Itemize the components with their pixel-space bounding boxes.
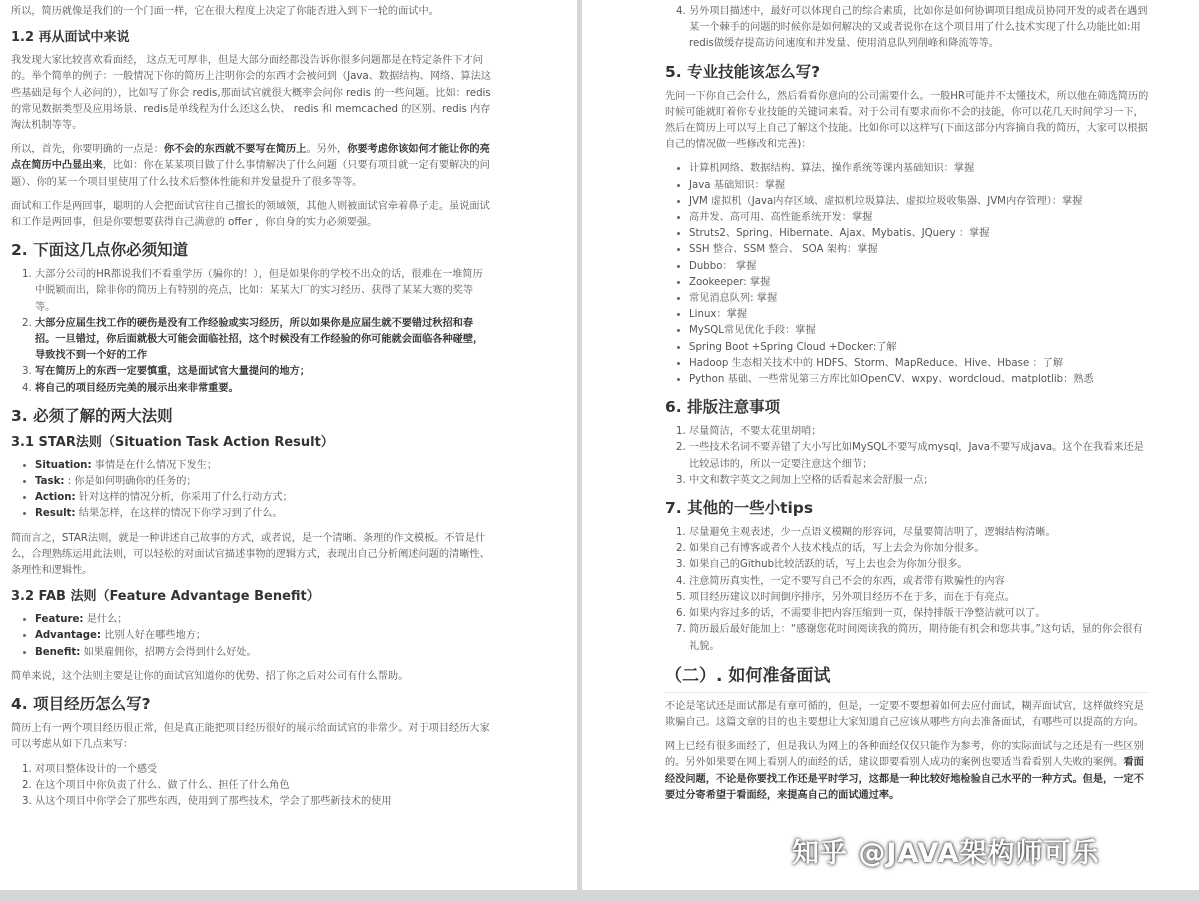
paragraph: 简而言之，STAR法则，就是一种讲述自己故事的方式，或者说，是一个清晰、条理的作文模板。不管是什么，合理熟练运用此法则，可以轻松的对面试官描述事物的逻辑方式，表现出自己分析阐述问题的清晰性、条理性和逻辑性。 [11, 532, 490, 577]
ordered-list [665, 424, 1149, 489]
ordered-list [665, 4, 1149, 53]
section-heading-5: 5. 专业技能该怎么写? [665, 62, 821, 81]
section-heading-3: 3. 必须了解的两大法则 [11, 406, 173, 425]
list-item: 4. 注意简历真实性，一定不要写自己不会的东西，或者带有欺骗性的内容 [689, 574, 1149, 590]
list-item: • Java 基础知识：掌握 [689, 178, 1149, 194]
list-item: 6. 如果内容过多的话，不需要非把内容压缩到一页，保持排版干净整洁就可以了。 [689, 606, 1149, 622]
list-item: • MySQL常见优化手段：掌握 [689, 323, 1149, 339]
list-item: 1. 对项目整体设计的一个感受 [35, 762, 491, 778]
paragraph: 面试和工作是两回事，聪明的人会把面试官往自己擅长的领域领，其他人则被面试官牵着鼻子走。虽说面试和工作是两回事，但是你要想要获得自己满意的 offer ，你自身的实力必须要强。 [11, 200, 490, 229]
section-heading-7: 7. 其他的一些小tips [665, 499, 814, 518]
list-item: 5. 项目经历建议以时间倒序排序，另外项目经历不在于多，而在于有亮点。 [689, 590, 1149, 606]
paragraph: 先问一下你自己会什么，然后看看你意向的公司需要什么。一般HR可能并不太懂技术，所以他在筛选简历的时候可能就盯着你专业技能的关键词来看。对于公司有要求而你不会的技能，你可以花几天时间学习一下，然后在简历上可以写上自己了解这个技能。比如你可以这样写(下面这部分内容摘自我的简历，大家可以根据自己的情况做一些修改和完善)： [665, 90, 1149, 151]
list-item: 2. 一些技术名词不要弄错了大小写比如MySQL不要写成mysql，Java不要写成java。这个在我看来还是比较忌讳的，所以一定要注意这个细节； [689, 440, 1149, 472]
section-heading-3-1: 3.1 STAR法则（Situation Task Action Result） [11, 434, 334, 450]
paragraph: 简单来说，这个法则主要是让你的面试官知道你的优势、招了你之后对公司有什么帮助。 [11, 670, 409, 682]
paragraph: 所以，首先，你要明确的一点是：你不会的东西就不要写在简历上。另外，你要考虑你该如何才能让你的亮点在简历中凸显出来，比如：你在某某项目做了什么事情解决了什么问题（只要有项目就一定有要解决的问题）、你的某一个项目里使用了什么技术后整体性能和并发量提升了很多等等。 [11, 144, 490, 188]
list-item: • Task: : 你是如何明确你的任务的； [35, 474, 491, 490]
list-item: • SSH 整合、SSM 整合、 SOA 架构：掌握 [689, 242, 1149, 258]
skills-list [665, 161, 1149, 388]
list-item: 3. 如果自己的Github比较活跃的话，写上去也会为你加分很多。 [689, 557, 1149, 573]
list-item: 2. 如果自己有博客或者个人技术栈点的话，写上去会为你加分很多。 [689, 541, 1149, 557]
list-item: 4. 另外项目描述中，最好可以体现自己的综合素质，比如你是如何协调项目组成员协同开发的或者在遇到某一个棘手的问题的时候你是如何解决的又或者说你在这个项目用了什么技术实现了什么功能比如:用redis做缓存提高访问速度和并发量、使用消息队列削峰和降流等等。 [689, 4, 1149, 53]
list-item: • 计算机网络、数据结构、算法、操作系统等课内基础知识：掌握 [689, 161, 1149, 177]
ordered-list [665, 525, 1149, 655]
list-item: • Zookeeper: 掌握 [689, 275, 1149, 291]
section-heading-4: 4. 项目经历怎么写? [11, 695, 151, 714]
list-item: • Advantage: 比别人好在哪些地方； [35, 628, 491, 644]
paragraph: 我发现大家比较喜欢看面经， 这点无可厚非，但是大部分面经都没告诉你很多问题都是在特定条件下才问的。举个简单的例子：一般情况下你的简历上注明你会的东西才会被问到（Java、数据结构、网络、算法这些基础是每个人必问的），比如写了你会 redis,那面试官就很大概率会问你 redis 的一些问题。比如：redis的常见数据类型及应用场景、redis是单线程为什么还这么快、 redis 和 memcached 的区别、redis 内存淘汰机制等等。 [11, 55, 491, 132]
list-item: 2. 大部分应届生找工作的硬伤是没有工作经验或实习经历，所以如果你是应届生就不要错过秋招和春招。一旦错过，你后面就极大可能会面临社招，这个时候没有工作经验的你可能就会面临各种碰壁，导致找不到一个好的工作 [35, 316, 491, 365]
list-item: • Benefit: 如果雇佣你，招聘方会得到什么好处。 [35, 645, 491, 661]
list-item: 1. 大部分公司的HR都说我们不看重学历（骗你的！），但是如果你的学校不出众的话，很难在一堆简历中脱颖而出，除非你的简历上有特别的亮点，比如：某某大厂的实习经历、获得了某某大赛的奖等等。 [35, 267, 491, 316]
list-item: 3. 中文和数字英文之间加上空格的话看起来会舒服一点； [689, 473, 1149, 489]
list-item: • Linux：掌握 [689, 307, 1149, 323]
list-item: • Feature: 是什么； [35, 612, 491, 628]
list-item: 1. 尽量简洁，不要太花里胡哨； [689, 424, 1149, 440]
list-item: • Struts2、Spring、Hibernate、Ajax、Mybatis、JQuery ：掌握 [689, 226, 1149, 242]
star-list [11, 458, 491, 523]
list-item: • 高并发、高可用、高性能系统开发：掌握 [689, 210, 1149, 226]
fab-list [11, 612, 491, 661]
paragraph: 网上已经有很多面经了，但是我认为网上的各种面经仅仅只能作为参考，你的实际面试与之还是有一些区别的。另外如果要在网上看别人的面经的话，建议即要看别人成功的案例也要适当看看别人失败的案例。看面经没问题，不论是你要找工作还是平时学习，这都是一种比较好地检验自己水平的一种方式。但是，一定不要过分寄希望于看面经，来提高自己的面试通过率。 [665, 741, 1144, 801]
list-item: • Python 基础、一些常见第三方库比如OpenCV、wxpy、wordcloud、matplotlib：熟悉 [689, 372, 1149, 388]
list-item: • Dubbo： 掌握 [689, 259, 1149, 275]
section-heading-3-2: 3.2 FAB 法则（Feature Advantage Benefit） [11, 589, 320, 605]
list-item: • Spring Boot +Spring Cloud +Docker:了解 [689, 340, 1149, 356]
list-item: 3. 从这个项目中你学会了那些东西，使用到了那些技术，学会了那些新技术的使用 [35, 794, 491, 810]
section-heading-1-2: 1.2 再从面试中来说 [11, 30, 130, 46]
list-item: 2. 在这个项目中你负责了什么、做了什么、担任了什么角色 [35, 778, 491, 794]
list-item: • JVM 虚拟机（Java内存区域、虚拟机垃圾算法、虚拟垃圾收集器、JVM内存管理）：掌握 [689, 194, 1149, 210]
list-item: • Action: 针对这样的情况分析，你采用了什么行动方式； [35, 490, 491, 506]
list-item: 4. 将自己的项目经历完美的展示出来非常重要。 [35, 381, 491, 397]
list-item: 3. 写在简历上的东西一定要慎重，这是面试官大量提问的地方； [35, 364, 491, 380]
list-item: • Hadoop 生态相关技术中的 HDFS、Storm、MapReduce、Hive、Hbase ：了解 [689, 356, 1149, 372]
list-item: 1. 尽量避免主观表述，少一点语义模糊的形容词，尽量要简洁明了，逻辑结构清晰。 [689, 525, 1149, 541]
section-heading-6: 6. 排版注意事项 [665, 398, 781, 417]
paragraph: 简历上有一两个项目经历很正常，但是真正能把项目经历很好的展示给面试官的非常少。对于项目经历大家可以考虑从如下几点来写： [11, 723, 490, 751]
ordered-list [11, 762, 491, 811]
left-page [0, 0, 577, 890]
list-item: 7. 简历最后最好能加上：“感谢您花时间阅读我的简历，期待能有机会和您共事。”这句话，显的你会很有礼貌。 [689, 622, 1149, 654]
paragraph: 不论是笔试还是面试都是有章可循的，但是，一定要不要想着如何去应付面试，糊弄面试官，这样做终究是欺骗自己。这篇文章的目的也主要想让大家知道自己应该从哪些方向去准备面试，有哪些可以提高的方向。 [665, 700, 1144, 728]
section-heading-2: 2. 下面这几点你必须知道 [11, 241, 189, 260]
watermark-text: 知乎 @JAVA架构师可乐 [792, 838, 1100, 869]
list-item: • Situation: 事情是在什么情况下发生； [35, 458, 491, 474]
list-item: • 常见消息队列: 掌握 [689, 291, 1149, 307]
list-item: • Result: 结果怎样，在这样的情况下你学习到了什么。 [35, 506, 491, 522]
chapter-heading: （二）. 如何准备面试 [665, 663, 1149, 693]
ordered-list [11, 267, 491, 397]
right-page [582, 0, 1199, 890]
intro-paragraph: 所以，简历就像是我们的一个门面一样，它在很大程度上决定了你能否进入到下一轮的面试中。 [11, 6, 439, 17]
